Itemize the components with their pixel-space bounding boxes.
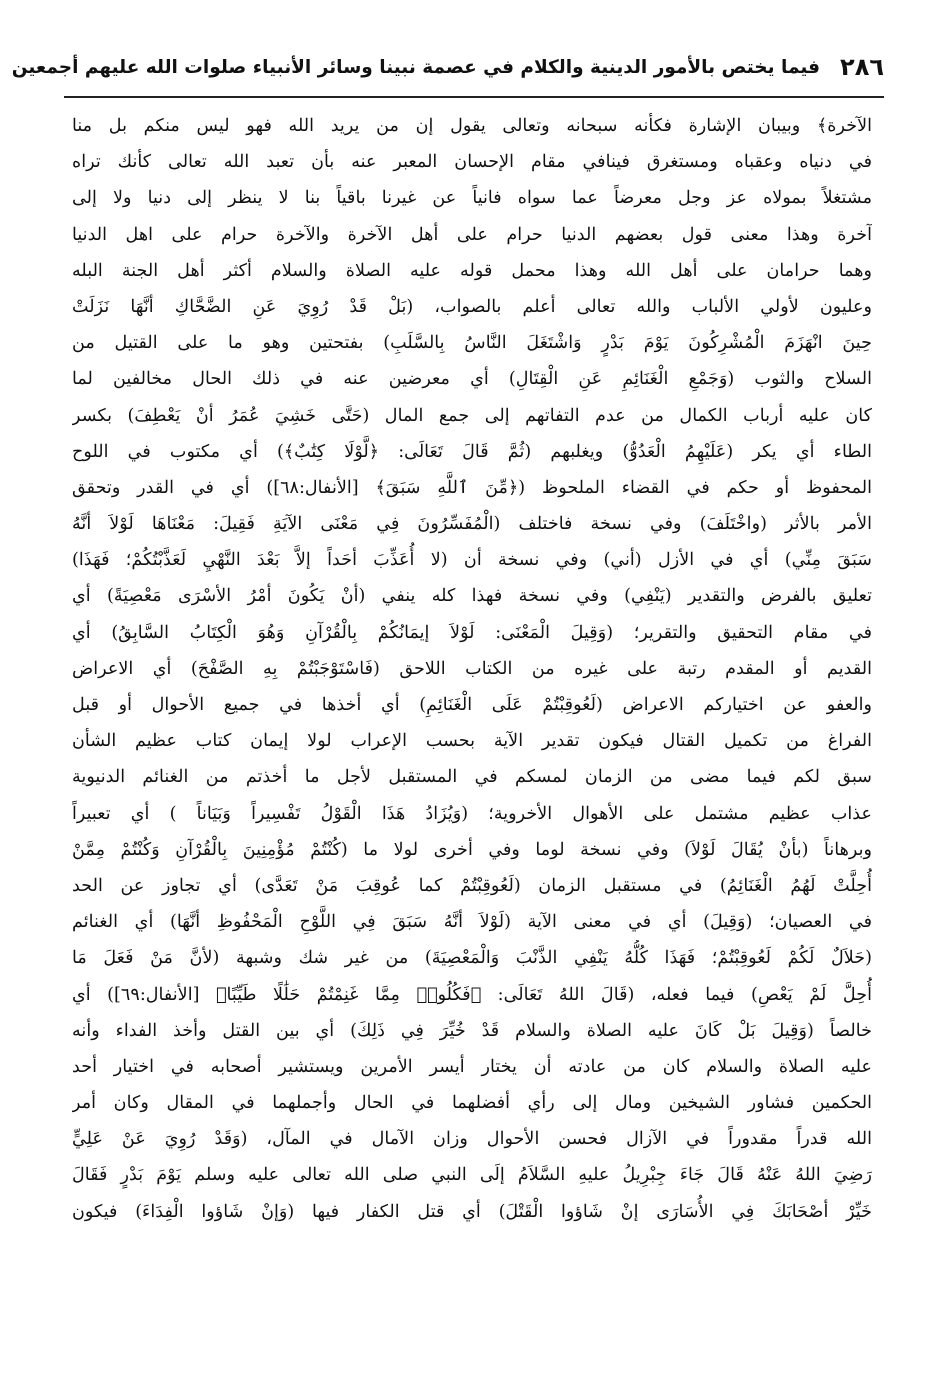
text-line: حِينَ انْهَزَمَ الْمُشْرِكُونَ يَوْمَ بَدْرٍ وَاشْتَغَلَ النَّاسُ بِالسَّلَبِ) بفتحتين وهو ما على القتيل من — [72, 333, 872, 354]
page-body — [72, 108, 872, 1358]
text-line: سبق لكم فيما مضى من الزمان لمسكم في المستقبل لأجل ما أخذتم من الغنائم الدنيوية — [72, 767, 872, 788]
text-line: القديم أو المقدم رتبة على غيره من الكتاب اللاحق (فَاسْتَوْجَبْتُمْ بِهِ الصَّفْحَ) أي الاعراض — [72, 658, 872, 679]
text-line: الفراغ من تكميل القتال فيكون تقدير الآية بحسب الإعراب لولا إيمان كتاب عظيم الشأن — [72, 731, 872, 752]
text-line: كان عليه أرباب الكمال من عدم التفاتهم إلى جمع المال (حَتَّى خَشِيَ عُمَرُ أنْ يَعْطِفَ) بكسر — [72, 405, 872, 426]
text-line: (حَلاَلٌ لَكُمْ لَعُوقِبْتُمْ؛ فَهَذَا كُلُّهُ يَنْفِي الذَّنْبَ وَالْمَعْصِيَةَ) من غير شك وشبهة (لأنَّ مَنْ فَعَلَ مَا — [72, 948, 872, 969]
running-title: فيما يختص بالأمور الدينية والكلام في عصمة نبينا وسائر الأنبياء صلوات الله عليهم أجمعين — [11, 56, 821, 78]
text-line: تعليق بالفرض والتقدير (يَنْفِي) وفي نسخة فهذا كله ينفي (أنْ يَكُونَ أمْرُ الأسْرَى مَعْصِيَةً) أي — [72, 586, 872, 607]
text-line: في دنياه وعقباه ومستغرق فينافي مقام الإحسان المعبر عنه بأن تعبد الله تعالى كأنك تراه — [72, 152, 872, 173]
text-line: رَضِيَ اللهُ عَنْهُ قَالَ جَاءَ جِبْرِيلُ عليهِ السَّلاَمُ إلَى النبي صلى الله تعالى عليه وسلم يَوْمَ بَدْرٍ فَقَالَ — [72, 1165, 872, 1186]
text-line: خَيِّرْ أصْحَابَكَ فِي الأُسَارَى إنْ شَاؤوا الْقَتْلَ) أي قتل الكفار فيها (وَإنْ شَاؤوا الْفِدَاءَ) فيكون — [72, 1201, 872, 1222]
text-line: آخرة وهذا معنى قول بعضهم الدنيا حرام على أهل الآخرة والآخرة حرام على اهل الدنيا — [72, 224, 872, 245]
text-line: المحفوظ أو حكم في القضاء الملحوظ (﴿مِّنَ ٱللَّهِ سَبَقَ﴾ [الأنفال:٦٨]) أي في القدر وتحقق — [72, 477, 872, 498]
text-line: الطاء أي يكر (عَلَيْهِمُ الْعَدُوُّ) ويغلبهم (ثُمَّ قَالَ تَعَالَى: ﴿لَّوْلَا كِتَٰبٌ﴾) أي مكتوب في اللوح — [72, 441, 872, 462]
text-line: والعفو عن اختياركم الاعراض (لَعُوقِبْتُمْ عَلَى الْغَنَائِمِ) أي أخذها في جميع الأحوال أو قبل — [72, 695, 872, 715]
text-line: الآخرة﴾ وبيبان الإشارة فكأنه سبحانه وتعالى يقول إن من يريد الله فهو ليس منكم بل منا — [72, 116, 872, 136]
text-line: خالصاً (وَقِيلَ بَلْ كَانَ عليه الصلاة والسلام قَدْ خُيِّرَ فِي ذَلِكَ) أي بين القتل وأخذ الفداء وأنه — [72, 1020, 872, 1041]
text-line: عليه الصلاة والسلام كان من عادته أن يختار أيسر الأمرين ويستشير أصحابه في اختيار أحد — [72, 1056, 872, 1077]
text-line: الحكمين فشاور الشيخين ومال إلى رأي أفضلهما في الحال وأجملهما في المقال وكان أمر — [72, 1093, 872, 1114]
text-line: أُحِلَّ لَمْ يَعْصِ) فيما فعله، (قَالَ اللهُ تَعَالَى: ﴿فَكُلُوا۟ مِمَّا غَنِمْتُمْ حَلَٰلًا طَيِّبًا﴾ [الأنفال:٦٩]) أي — [72, 984, 872, 1005]
text-line: سَبَقَ مِنِّي) أي في الأزل (أني) وفي نسخة أن (لا أُعَذِّبَ أحَداً إلاَّ بَعْدَ النَّهْيِ لَعَذَّبْتُكُمْ؛ فَهَذَا) — [72, 550, 872, 571]
text-line: وهما حرامان على أهل الله وهذا محمل قوله عليه الصلاة والسلام أكثر أهل الجنة البله — [72, 260, 872, 281]
text-line: في العصيان؛ (وَقِيلَ) أي في معنى الآية (لَوْلاَ أنَّهُ سَبَقَ فِي اللَّوْحِ الْمَحْفُوظِ أنَّهَا) أي الغنائم — [72, 912, 872, 933]
text-line: الله قدراً مقدوراً في الآزال فحسن الأحوال وزان الآمال في المآل، (وَقَدْ رُوِيَ عَنْ عَلِيٍّ — [72, 1129, 872, 1150]
text-line: أُحِلَّتْ لَهُمُ الْغَنَائِمُ) في مستقبل الزمان (لَعُوقِبْتُمْ كما عُوقِبَ مَنْ تَعَدَّى) أي تجاوز عن الحد — [72, 875, 872, 896]
text-line: وبرهاناً (بأنْ يُقَالَ لَوْلاَ) وفي نسخة لوما وفي أخرى لولا ما (كُنْتُمْ مُؤْمِنِينَ بِالْقُرْآنِ وَكُنْتُمْ مِمَّنْ — [72, 839, 872, 860]
text-line: مشتغلاً بمولاه عز وجل معرضاً عما سواه فانياً عن غيرنا باقياً بنا لا ينظر إلى دنيا ولا إلى — [72, 188, 872, 209]
page-header — [11, 40, 884, 94]
text-line: عذاب عظيم مشتمل على الأهوال الأخروية؛ (وَيُزَادُ هَذَا الْقَوْلُ تَفْسِيراً وَبَيَاناً ) أي تعبيراً — [72, 803, 872, 824]
text-line: في مقام التحقيق والتقرير؛ (وَقِيلَ الْمَعْنَى: لَوْلاَ إيمَانُكُمْ بِالْقُرْآنِ وَهُوَ الْكِتَابُ السَّابِقُ) أي — [72, 622, 872, 643]
text-line: السلاح والثوب (وَجَمْعِ الْغَنَائِمِ عَنِ الْقِتَالِ) أي معرضين عنه في ذلك الحال مخالفين لما — [72, 369, 872, 390]
text-line: الأمر بالأثر (واخْتَلَفَ) وفي نسخة فاختلف (الْمُفَسِّرُونَ فِي مَعْنَى الآيَةِ فَقِيلَ: مَعْنَاهَا لَوْلاَ أنَّهُ — [72, 514, 872, 535]
header-rule — [64, 96, 884, 98]
page-number: ٢٨٦ — [840, 53, 884, 81]
text-line: وعليون لأولي الألباب والله تعالى أعلم بالصواب، (بَلْ قَدْ رُوِيَ عَنِ الضَّحَّاكِ أنَّهَا نَزَلَتْ — [72, 296, 872, 317]
